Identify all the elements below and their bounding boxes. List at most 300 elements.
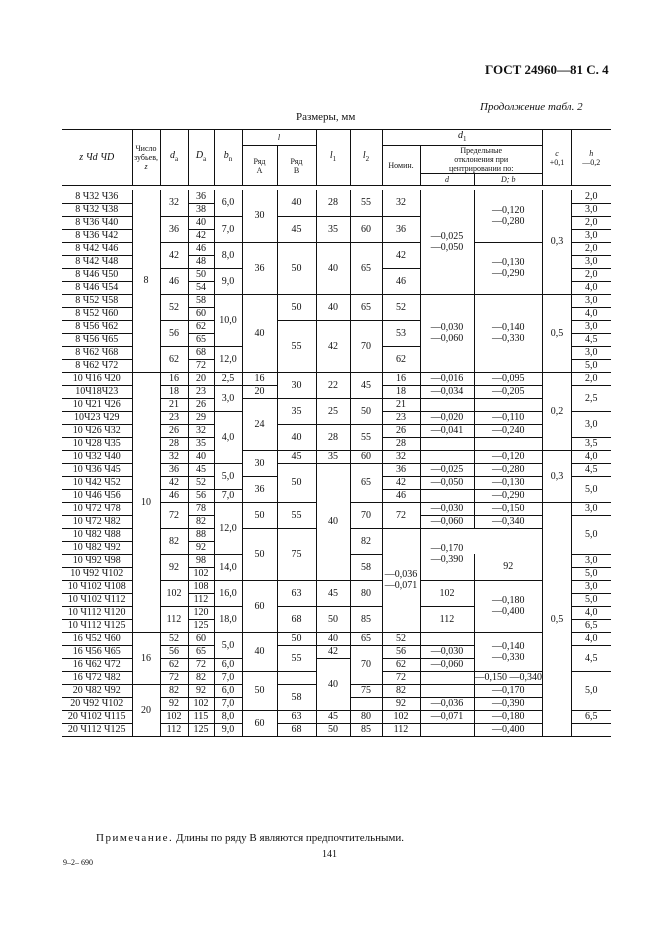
col-header-d1-symbol: d xyxy=(458,130,463,141)
value-cell: —0,180 xyxy=(474,710,543,723)
empty-cell xyxy=(420,684,474,697)
value-cell: 80 xyxy=(350,580,382,606)
designation-cell: 10 Ч82 Ч92 xyxy=(62,541,132,554)
value-cell: 42 xyxy=(160,242,188,268)
value-cell: 18,0 xyxy=(214,606,242,632)
value-cell: 45 xyxy=(277,216,316,242)
value-cell: 46 xyxy=(160,489,188,502)
value-line: —0,280 xyxy=(492,215,525,227)
value-cell: 70 xyxy=(350,320,382,372)
value-cell xyxy=(382,528,420,632)
value-cell: 60 xyxy=(188,307,214,320)
value-cell: 72 xyxy=(160,671,188,684)
value-cell: 25 xyxy=(316,398,350,424)
value-cell: 30 xyxy=(242,450,277,476)
value-cell: —0,280 xyxy=(474,463,543,476)
col-header-l: l xyxy=(242,130,316,146)
value-cell: 4,0 xyxy=(572,450,611,463)
value-cell: 42 xyxy=(160,476,188,489)
designation-cell: 10 Ч72 Ч78 xyxy=(62,502,132,515)
designation-cell: 8 Ч62 Ч68 xyxy=(62,346,132,359)
value-cell: 14,0 xyxy=(214,554,242,580)
value-cell: 92 xyxy=(382,697,420,710)
value-cell: 21 xyxy=(382,398,420,411)
value-cell: 125 xyxy=(188,619,214,632)
value-cell: 3,0 xyxy=(572,346,611,359)
value-cell: 65 xyxy=(350,242,382,294)
value-cell: 8 xyxy=(132,190,160,372)
col-header-row-a-line: Ряд xyxy=(253,156,266,166)
col-header-d1-subscript: 1 xyxy=(463,135,467,143)
designation-cell: 10 Ч26 Ч32 xyxy=(62,424,132,437)
value-cell: 58 xyxy=(350,554,382,580)
value-cell: —0,060 xyxy=(420,515,474,528)
value-cell: 40 xyxy=(277,190,316,216)
value-cell: 50 xyxy=(188,268,214,281)
value-cell: 23 xyxy=(382,411,420,424)
col-header-da xyxy=(160,130,188,186)
value-cell: 52 xyxy=(188,476,214,489)
value-cell: 92 xyxy=(160,697,188,710)
value-cell: —0,034 xyxy=(420,385,474,398)
empty-cell xyxy=(420,632,474,645)
designation-cell: 10 Ч112 Ч120 xyxy=(62,606,132,619)
designation-cell: 10 Ч82 Ч88 xyxy=(62,528,132,541)
value-cell xyxy=(420,190,474,294)
col-header-l1-subscript: 1 xyxy=(332,155,337,163)
value-cell: 10 xyxy=(132,372,160,632)
page-number: 141 xyxy=(322,849,337,860)
value-cell: 55 xyxy=(350,190,382,216)
designation-cell: 20 Ч82 Ч92 xyxy=(62,684,132,697)
value-cell: 70 xyxy=(350,645,382,684)
value-cell: 4,5 xyxy=(572,463,611,476)
value-cell: 3,0 xyxy=(572,411,611,437)
col-header-d1 xyxy=(382,130,543,146)
designation-cell: 8 Ч32 Ч36 xyxy=(62,190,132,203)
value-cell: —0,290 xyxy=(474,489,543,502)
value-cell: —0,041 xyxy=(420,424,474,437)
value-cell: 72 xyxy=(160,502,188,528)
value-cell: 50 xyxy=(316,606,350,632)
value-line: —0,140 xyxy=(492,322,525,333)
designation-cell: 10 Ч32 Ч40 xyxy=(62,450,132,463)
designation-cell: 10 Ч92 Ч102 xyxy=(62,567,132,580)
table-row xyxy=(62,372,611,385)
value-cell: 6,0 xyxy=(214,684,242,697)
value-cell: 63 xyxy=(277,710,316,723)
value-cell: —0,340 xyxy=(474,515,543,528)
empty-cell xyxy=(420,671,474,684)
value-cell: 46 xyxy=(160,268,188,294)
value-cell: 8,0 xyxy=(214,710,242,723)
value-cell: 28 xyxy=(316,190,350,216)
value-cell: 38 xyxy=(188,203,214,216)
designation-cell: 8 Ч36 Ч42 xyxy=(62,229,132,242)
value-cell: 40 xyxy=(316,294,350,320)
designation-cell: 8 Ч56 Ч62 xyxy=(62,320,132,333)
value-cell: 5,0 xyxy=(214,463,242,489)
value-line: —0,330 xyxy=(492,333,525,344)
value-cell: 2,0 xyxy=(572,268,611,281)
value-cell: 72 xyxy=(382,671,420,684)
value-cell: —0,390 xyxy=(474,697,543,710)
value-cell: 4,5 xyxy=(572,333,611,346)
value-cell: 6,0 xyxy=(214,658,242,671)
designation-cell: 16 Ч62 Ч72 xyxy=(62,658,132,671)
value-cell: 6,0 xyxy=(214,190,242,216)
value-cell: 42 xyxy=(316,645,350,658)
col-header-da-subscript: a xyxy=(174,155,179,163)
designation-cell: 8 Ч52 Ч60 xyxy=(62,307,132,320)
value-cell: 60 xyxy=(188,632,214,645)
value-cell: —0,400 xyxy=(474,723,543,736)
value-cell: 53 xyxy=(382,320,420,346)
value-line: —0,130 xyxy=(492,257,525,268)
value-cell: 58 xyxy=(277,684,316,710)
col-header-da-symbol: d xyxy=(169,150,175,161)
col-header-tooth-count-line: зубьев, xyxy=(134,153,158,162)
value-cell: 18 xyxy=(160,385,188,398)
designation-cell: 10Ч18Ч23 xyxy=(62,385,132,398)
value-cell: 8,0 xyxy=(214,242,242,268)
value-cell: 120 xyxy=(188,606,214,619)
value-cell: 23 xyxy=(160,411,188,424)
value-line: —0,060 xyxy=(430,333,464,344)
empty-cell xyxy=(474,437,543,450)
value-cell: 45 xyxy=(188,463,214,476)
designation-cell: 10 Ч102 Ч108 xyxy=(62,580,132,593)
value-cell: 85 xyxy=(350,606,382,632)
value-cell: 65 xyxy=(188,333,214,346)
value-cell: 3,0 xyxy=(572,229,611,242)
value-line: —0,400 xyxy=(492,606,525,617)
value-cell: 3,0 xyxy=(572,320,611,333)
value-cell: 60 xyxy=(350,216,382,242)
value-cell: —0,240 xyxy=(474,424,543,437)
value-cell: 40 xyxy=(188,450,214,463)
value-cell: 55 xyxy=(277,645,316,671)
value-cell: 92 xyxy=(188,541,214,554)
value-cell: 35 xyxy=(316,216,350,242)
value-cell: 5,0 xyxy=(572,515,611,554)
value-cell: 62 xyxy=(382,346,420,372)
col-header-c-line: c xyxy=(555,148,559,158)
value-cell: 45 xyxy=(350,372,382,398)
value-cell: 82 xyxy=(382,684,420,697)
col-header-tooth-count-line: Число xyxy=(135,144,157,153)
value-cell: 52 xyxy=(382,632,420,645)
value-cell: 24 xyxy=(242,398,277,450)
value-cell: —0,130 xyxy=(474,476,543,489)
table-row xyxy=(62,632,611,645)
value-cell: —0,150 —0,340 xyxy=(474,672,542,683)
value-cell: 50 xyxy=(350,398,382,424)
value-cell: 112 xyxy=(382,723,420,736)
col-header-row-a-line: А xyxy=(256,165,263,175)
col-header-row-b-line: В xyxy=(293,165,300,175)
value-cell xyxy=(474,190,543,242)
value-cell: 63 xyxy=(277,580,316,606)
value-cell: 16 xyxy=(132,632,160,684)
value-cell: —0,170 xyxy=(474,684,543,697)
value-cell: 5,0 xyxy=(572,593,611,606)
value-line: —0,140 xyxy=(492,640,525,652)
value-cell: —0,020 xyxy=(420,411,474,424)
value-cell: 2,5 xyxy=(572,385,611,411)
value-cell: 48 xyxy=(188,255,214,268)
value-cell: 65 xyxy=(350,463,382,502)
value-cell: 45 xyxy=(316,710,350,723)
table-row xyxy=(62,190,611,203)
value-cell: 62 xyxy=(160,658,188,671)
value-cell: 82 xyxy=(188,671,214,684)
value-cell: 4,0 xyxy=(572,606,611,619)
value-cell: 0,5 xyxy=(543,502,572,736)
value-cell: 55 xyxy=(277,502,316,528)
value-cell: 36 xyxy=(188,190,214,203)
col-header-nominal: Номин. xyxy=(382,146,420,186)
value-cell: 102 xyxy=(420,580,474,606)
value-cell: 75 xyxy=(350,684,382,697)
value-cell xyxy=(474,580,543,632)
value-cell: 4,0 xyxy=(572,632,611,645)
value-line: —0,120 xyxy=(492,204,525,216)
value-cell: 46 xyxy=(188,242,214,255)
value-cell: —0,060 xyxy=(420,658,474,671)
value-cell: 85 xyxy=(350,723,382,736)
value-cell: 52 xyxy=(160,632,188,645)
value-cell: 20 xyxy=(132,684,160,736)
col-header-Da xyxy=(188,130,214,186)
value-cell: 5,0 xyxy=(572,671,611,710)
value-cell: 56 xyxy=(188,489,214,502)
value-cell: 112 xyxy=(188,593,214,606)
designation-cell: 10 Ч102 Ч112 xyxy=(62,593,132,606)
value-cell: 72 xyxy=(188,359,214,372)
value-cell: 12,0 xyxy=(214,346,242,372)
value-cell: 16,0 xyxy=(214,580,242,606)
designation-cell: 8 Ч32 Ч38 xyxy=(62,203,132,216)
value-cell: 2,0 xyxy=(572,216,611,229)
value-cell: 80 xyxy=(350,710,382,723)
col-header-Da-symbol: D xyxy=(195,150,204,161)
empty-cell xyxy=(420,450,474,463)
value-cell: 40 xyxy=(316,463,350,580)
value-cell: 52 xyxy=(160,294,188,320)
value-cell: 82 xyxy=(160,528,188,554)
value-cell: 50 xyxy=(277,242,316,294)
empty-cell xyxy=(420,437,474,450)
value-cell: 56 xyxy=(382,645,420,658)
value-cell: 29 xyxy=(188,411,214,424)
designation-cell: 10 Ч46 Ч56 xyxy=(62,489,132,502)
table-note xyxy=(96,832,404,844)
designation-cell: 10 Ч36 Ч45 xyxy=(62,463,132,476)
col-header-l1 xyxy=(316,130,350,186)
designation-cell: 10 Ч16 Ч20 xyxy=(62,372,132,385)
value-cell: 125 xyxy=(188,723,214,736)
value-cell: —0,050 xyxy=(420,476,474,489)
empty-cell xyxy=(420,489,474,502)
value-cell: 112 xyxy=(160,723,188,736)
value-cell: 102 xyxy=(382,710,420,723)
value-cell: 26 xyxy=(188,398,214,411)
value-cell: 32 xyxy=(382,450,420,463)
col-header-bn-subscript: n xyxy=(228,155,233,163)
value-cell: 46 xyxy=(382,489,420,502)
value-cell: 20 xyxy=(242,385,277,398)
designation-cell: 8 Ч36 Ч40 xyxy=(62,216,132,229)
value-cell: 102 xyxy=(160,580,188,606)
value-cell: 92 xyxy=(160,554,188,580)
value-line: —0,071 xyxy=(384,580,418,591)
value-line: —0,330 xyxy=(492,651,525,663)
value-cell xyxy=(420,528,474,580)
value-cell: 6,5 xyxy=(572,619,611,632)
value-cell: 72 xyxy=(188,658,214,671)
col-header-dev-Db: D; b xyxy=(474,174,543,186)
value-cell xyxy=(474,242,543,294)
spline-dimensions-table xyxy=(62,129,611,737)
value-cell: —0,036 xyxy=(420,697,474,710)
value-cell: 65 xyxy=(350,632,382,645)
value-cell: 72 xyxy=(382,502,420,528)
value-cell: 62 xyxy=(188,320,214,333)
value-cell: 35 xyxy=(188,437,214,450)
value-cell: 82 xyxy=(160,684,188,697)
designation-cell: 16 Ч72 Ч82 xyxy=(62,671,132,684)
col-header-l2-subscript: 2 xyxy=(365,155,370,163)
value-cell: 40 xyxy=(316,658,350,710)
value-cell: 68 xyxy=(277,606,316,632)
value-cell: 46 xyxy=(382,268,420,294)
col-header-row-b-line: Ряд xyxy=(290,156,303,166)
value-cell: 5,0 xyxy=(572,359,611,372)
value-cell: 50 xyxy=(242,502,277,528)
value-cell: 5,0 xyxy=(572,567,611,580)
units-label: Размеры, мм xyxy=(296,111,356,123)
value-cell: 45 xyxy=(277,450,316,463)
value-cell: 36 xyxy=(242,476,277,502)
document-title: ГОСТ 24960—81 С. 4 xyxy=(485,62,609,77)
value-cell: 18 xyxy=(382,385,420,398)
value-cell: 42 xyxy=(382,476,420,489)
value-cell: 60 xyxy=(242,580,277,632)
col-header-Da-subscript: a xyxy=(203,155,207,163)
value-cell: 65 xyxy=(188,645,214,658)
value-cell: 0,2 xyxy=(543,372,572,450)
value-cell: 9,0 xyxy=(214,268,242,294)
value-cell: —0,030 xyxy=(420,502,474,515)
value-cell: 92 xyxy=(188,684,214,697)
value-cell: 7,0 xyxy=(214,697,242,710)
value-cell: 32 xyxy=(160,190,188,216)
value-cell: 4,5 xyxy=(572,645,611,671)
designation-cell: 8 Ч62 Ч72 xyxy=(62,359,132,372)
value-cell: 108 xyxy=(188,580,214,593)
value-cell: 0,3 xyxy=(543,190,572,294)
value-cell: 102 xyxy=(188,697,214,710)
col-header-row-b xyxy=(277,146,316,186)
note-text: Длины по ряду В являются предпочтительными. xyxy=(173,832,405,844)
col-header-h-line: h xyxy=(589,148,594,158)
value-cell: 60 xyxy=(350,450,382,463)
value-cell: 112 xyxy=(420,606,474,632)
empty-cell xyxy=(420,723,474,736)
col-header-c xyxy=(543,130,572,186)
value-cell: 65 xyxy=(350,294,382,320)
designation-cell: 10Ч23 Ч29 xyxy=(62,411,132,424)
value-cell: 56 xyxy=(160,645,188,658)
value-cell: 4,0 xyxy=(572,307,611,320)
value-cell: 2,5 xyxy=(214,372,242,385)
col-header-deviations xyxy=(420,146,543,174)
value-cell xyxy=(474,632,543,671)
value-cell: 70 xyxy=(350,502,382,528)
value-line: —0,290 xyxy=(492,268,525,279)
value-cell: 21 xyxy=(160,398,188,411)
value-cell: 30 xyxy=(242,190,277,242)
designation-cell: 20 Ч102 Ч115 xyxy=(62,710,132,723)
value-cell: 40 xyxy=(242,632,277,671)
value-cell: 36 xyxy=(382,463,420,476)
value-cell: 32 xyxy=(382,190,420,216)
value-cell: 3,0 xyxy=(572,502,611,515)
value-cell: 50 xyxy=(242,671,277,710)
value-cell: 36 xyxy=(160,463,188,476)
value-line: —0,390 xyxy=(430,554,464,565)
value-cell: 5,0 xyxy=(572,476,611,502)
value-cell: 50 xyxy=(242,528,277,580)
value-line: —0,170 xyxy=(430,543,464,554)
value-cell: 3,5 xyxy=(572,437,611,450)
print-code: 9–2– 690 xyxy=(63,858,93,867)
value-cell: 28 xyxy=(382,437,420,450)
col-header-c-line: +0,1 xyxy=(549,157,565,167)
value-cell: 82 xyxy=(188,515,214,528)
value-cell: —0,205 xyxy=(474,385,543,398)
value-cell: 78 xyxy=(188,502,214,515)
col-header-row-a xyxy=(242,146,277,186)
value-cell: 102 xyxy=(160,710,188,723)
col-header-h-line: —0,2 xyxy=(582,157,601,167)
value-cell: 92 xyxy=(474,554,543,580)
value-cell: 16 xyxy=(160,372,188,385)
value-cell: 16 xyxy=(242,372,277,385)
value-cell: 26 xyxy=(160,424,188,437)
designation-cell: 10 Ч28 Ч35 xyxy=(62,437,132,450)
designation-cell: 8 Ч42 Ч46 xyxy=(62,242,132,255)
value-cell: 42 xyxy=(188,229,214,242)
value-cell: 40 xyxy=(188,216,214,229)
value-cell: 50 xyxy=(277,294,316,320)
designation-cell: 20 Ч92 Ч102 xyxy=(62,697,132,710)
value-cell: 112 xyxy=(160,606,188,632)
value-cell: 28 xyxy=(160,437,188,450)
value-cell: 55 xyxy=(277,320,316,372)
value-cell: 42 xyxy=(382,242,420,268)
value-cell: 7,0 xyxy=(214,489,242,502)
value-cell: 28 xyxy=(316,424,350,450)
value-cell: 68 xyxy=(188,346,214,359)
value-line: —0,025 xyxy=(430,230,464,242)
value-cell: 40 xyxy=(316,632,350,645)
value-cell: 55 xyxy=(350,424,382,450)
value-cell: —0,150 xyxy=(474,502,543,515)
value-cell: 12,0 xyxy=(214,502,242,554)
value-cell: 50 xyxy=(277,463,316,502)
